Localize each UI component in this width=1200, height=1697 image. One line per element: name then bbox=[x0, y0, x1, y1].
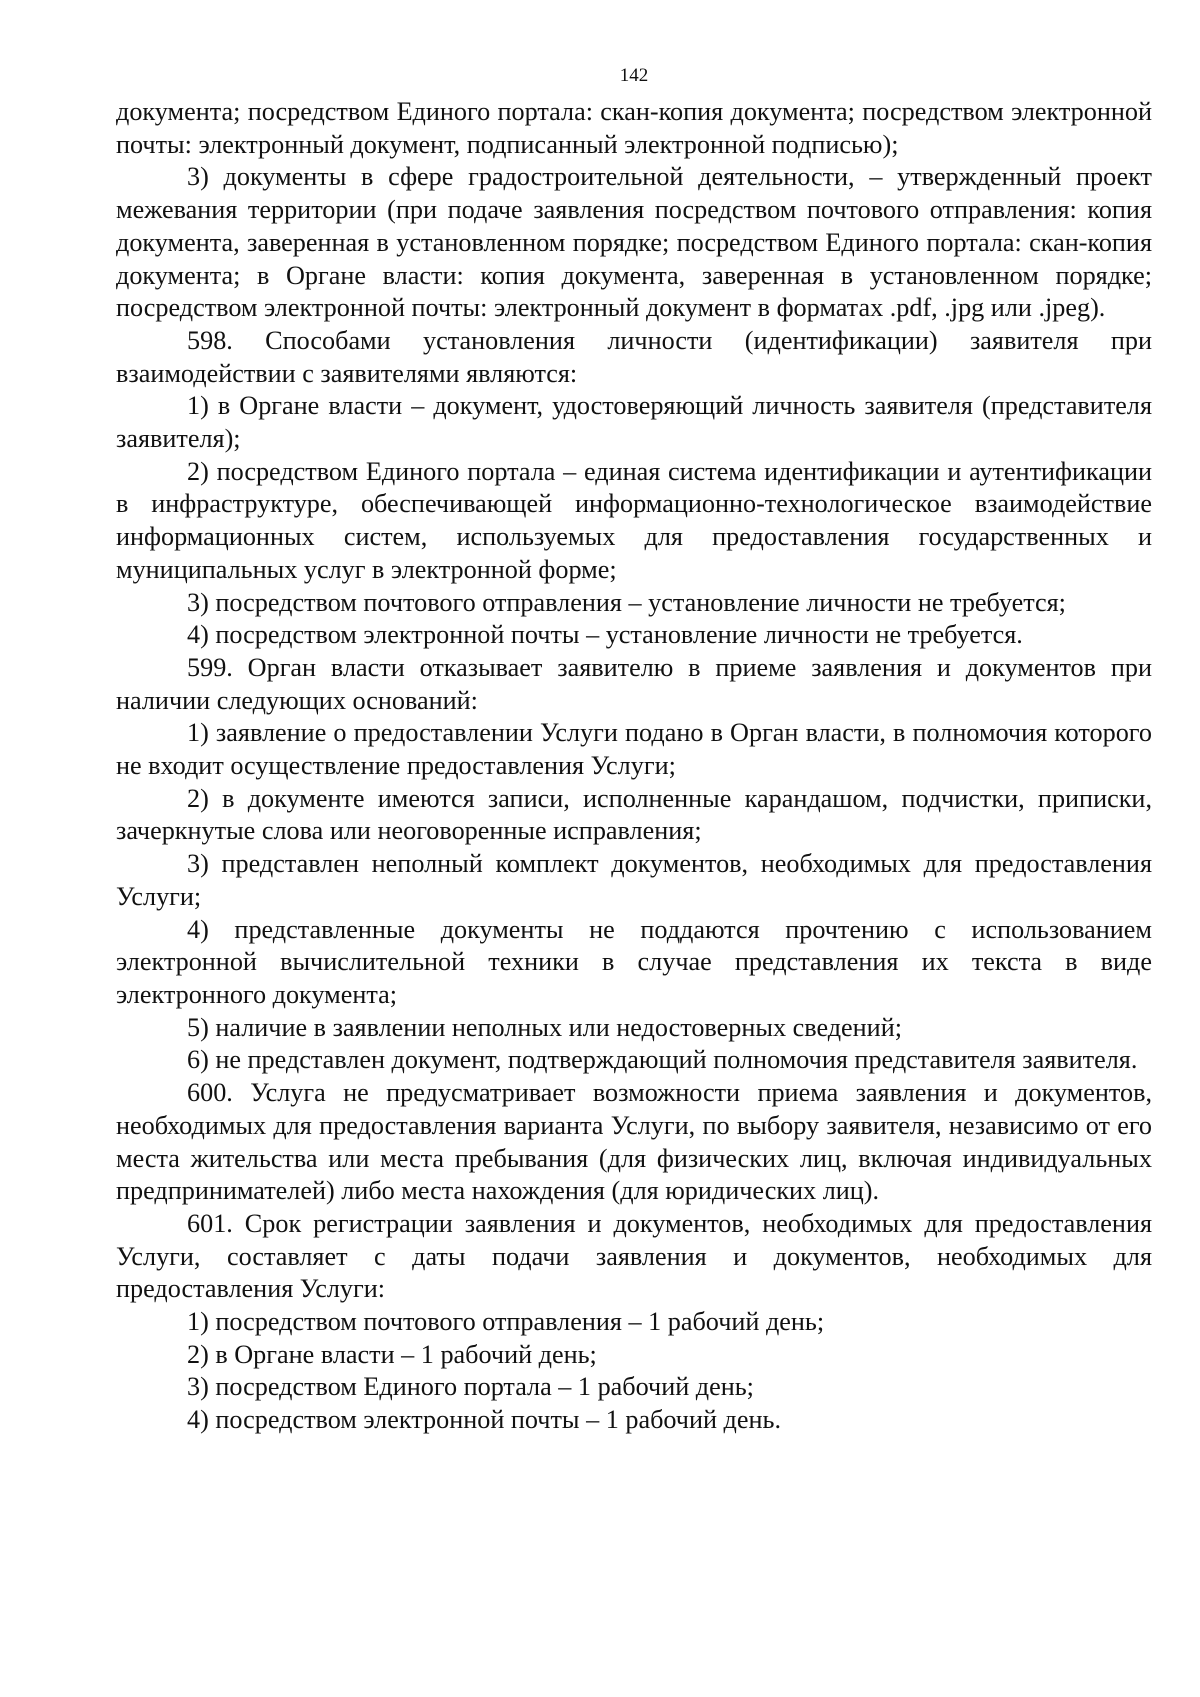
paragraph-599-item-2: 2) в документе имеются записи, исполненные карандашом, подчистки, приписки, зачеркнутые слова или неоговоренные исправления; bbox=[116, 783, 1152, 846]
paragraph-601: 601. Срок регистрации заявления и документов, необходимых для предоставления Услуги, составляет с даты подачи заявления и документов, необходимых для предоставления Услуги: bbox=[116, 1208, 1152, 1304]
paragraph-598-item-1: 1) в Органе власти – документ, удостоверяющий личность заявителя (представителя заявителя); bbox=[116, 391, 1152, 454]
page-number: 142 bbox=[619, 65, 649, 86]
paragraph-599-item-5: 5) наличие в заявлении неполных или недостоверных сведений; bbox=[187, 1012, 902, 1042]
paragraph-598: 598. Способами установления личности (идентификации) заявителя при взаимодействии с заявителями являются: bbox=[116, 325, 1152, 388]
paragraph-599-item-6: 6) не представлен документ, подтверждающий полномочия представителя заявителя. bbox=[187, 1045, 1138, 1075]
paragraph-601-item-2: 2) в Органе власти – 1 рабочий день; bbox=[187, 1339, 597, 1369]
paragraph-599-item-3: 3) представлен неполный комплект документов, необходимых для предоставления Услуги; bbox=[116, 849, 1152, 911]
paragraph-601-item-4: 4) посредством электронной почты – 1 рабочий день. bbox=[187, 1405, 781, 1435]
paragraph-601-item-1: 1) посредством почтового отправления – 1 рабочий день; bbox=[187, 1307, 825, 1337]
paragraph-598-item-3: 3) посредством почтового отправления – установление личности не требуется; bbox=[187, 587, 1066, 617]
paragraph-continuation: документа; посредством Единого портала: скан-копия документа; посредством электронной почты: электронный документ, подписанный электронной подписью); bbox=[116, 97, 1152, 159]
paragraph-598-item-4: 4) посредством электронной почты – установление личности не требуется. bbox=[187, 620, 1023, 650]
paragraph-599-item-4: 4) представленные документы не поддаются прочтению с использованием электронной вычислительной техники в случае представления их текста в виде электронного документа; bbox=[116, 914, 1152, 1009]
document-body bbox=[116, 96, 1152, 1437]
paragraph-598-item-2: 2) посредством Единого портала – единая система идентификации и аутентификации в инфраструктуре, обеспечивающей информационно-технологическое взаимодействие информационных систем, используемых для предоставления государственных и муниципальных услуг в электронной форме; bbox=[116, 456, 1152, 584]
document-page bbox=[116, 64, 1152, 1437]
paragraph-599: 599. Орган власти отказывает заявителю в приеме заявления и документов при наличии следующих оснований: bbox=[116, 652, 1152, 715]
paragraph-601-item-3: 3) посредством Единого портала – 1 рабочий день; bbox=[187, 1372, 754, 1402]
paragraph-599-item-1: 1) заявление о предоставлении Услуги подано в Орган власти, в полномочия которого не входит осуществление предоставления Услуги; bbox=[116, 718, 1152, 781]
paragraph-600: 600. Услуга не предусматривает возможности приема заявления и документов, необходимых для предоставления варианта Услуги, по выбору заявителя, независимо от его места жительства или места пребывания (для физических лиц, включая индивидуальных предпринимателей) либо места нахождения (для юридических лиц). bbox=[116, 1078, 1152, 1206]
paragraph-item-3-documents: 3) документы в сфере градостроительной деятельности, – утвержденный проект межевания территории (при подаче заявления посредством почтового отправления: копия документа, заверенная в установленном порядке; посредством Единого портала: скан-копия документа; в Органе власти: копия документа, заверенная в установленном порядке; посредством электронной почты: электронный документ в форматах .pdf, .jpg или .jpeg). bbox=[116, 162, 1152, 323]
